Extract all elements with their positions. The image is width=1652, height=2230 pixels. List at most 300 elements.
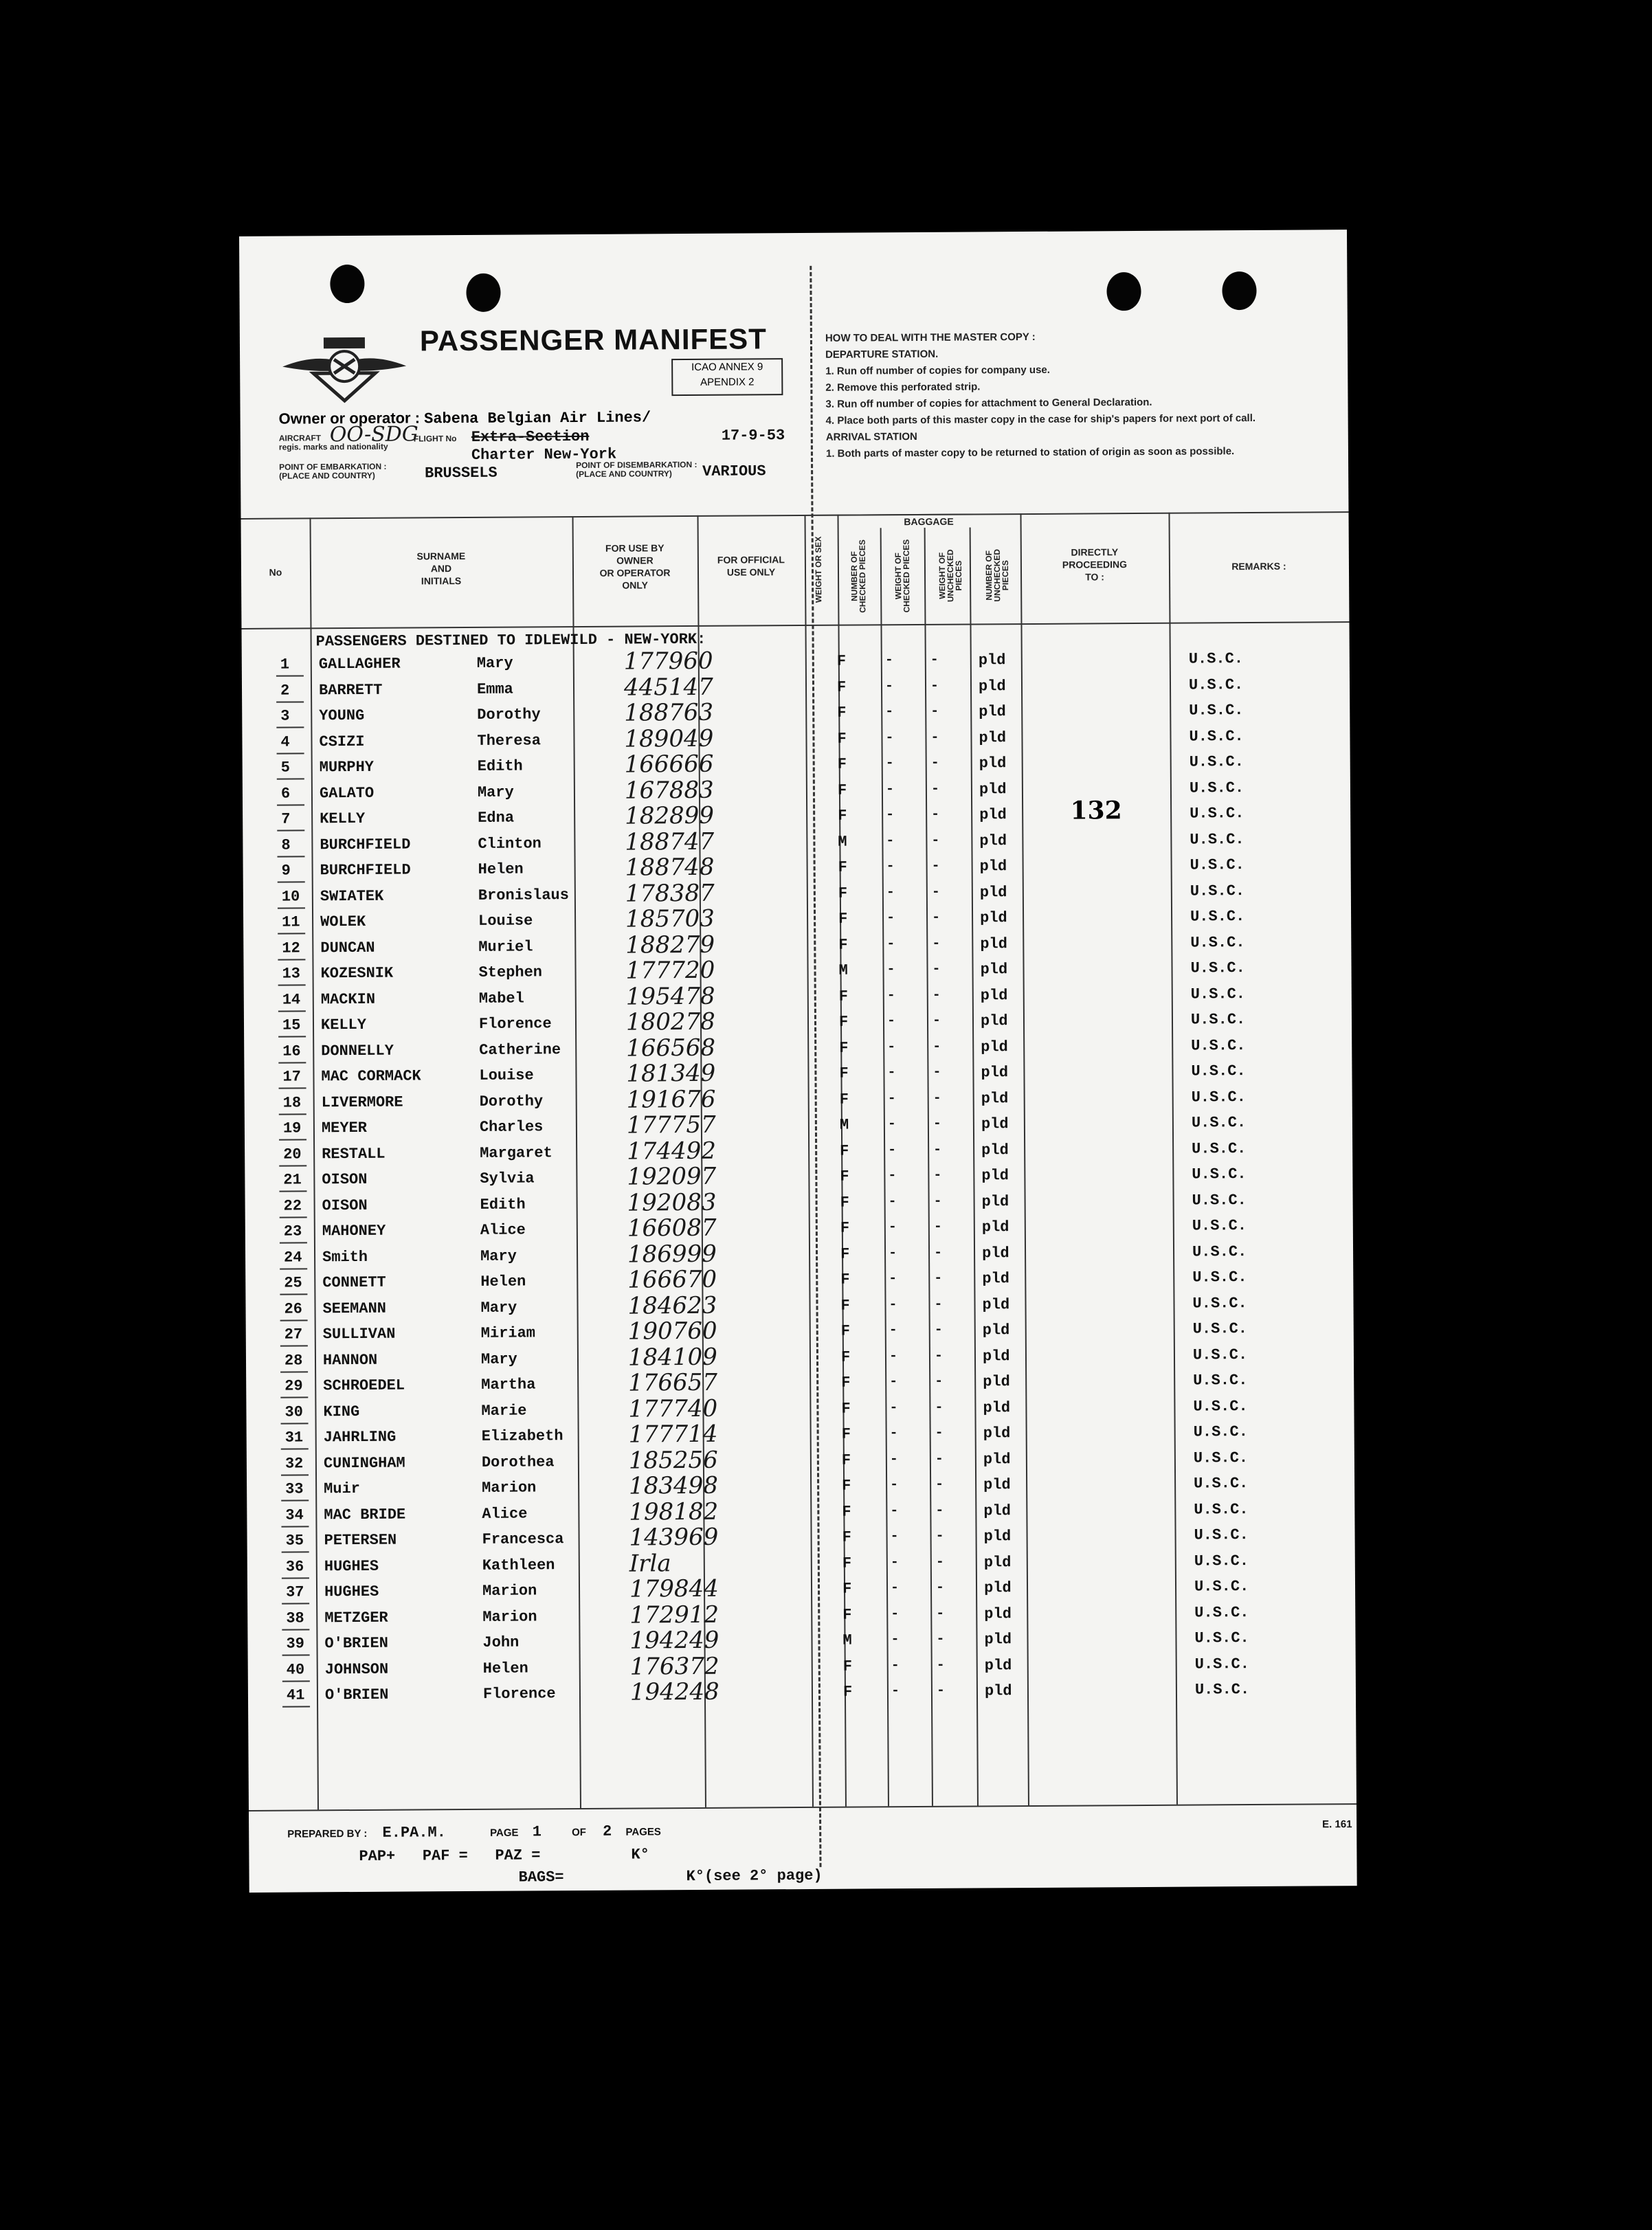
checked-weight-dash: - xyxy=(934,1348,944,1364)
col-weight-checked: WEIGHT OF CHECKED PIECES xyxy=(893,539,912,613)
passenger-given-name: Mary xyxy=(480,1299,517,1317)
baggage-status: pld xyxy=(981,1218,1009,1236)
passenger-sex: F xyxy=(837,730,847,748)
baggage-status: pld xyxy=(979,780,1007,798)
handwritten-number: 184623 xyxy=(627,1291,717,1320)
baggage-status: pld xyxy=(981,1141,1009,1159)
passenger-sex: F xyxy=(841,1451,851,1469)
passenger-remarks: U.S.C. xyxy=(1192,1139,1247,1158)
row-number: 19 xyxy=(282,1119,302,1137)
bags-label: BAGS= xyxy=(518,1869,564,1886)
baggage-status: pld xyxy=(979,728,1007,746)
tally-line: PAP+ PAF = PAZ = K° xyxy=(359,1846,649,1865)
row-number-underline xyxy=(282,1577,309,1579)
icao-box: ICAO ANNEX 9 APENDIX 2 xyxy=(671,358,783,396)
passenger-given-name: Elizabeth xyxy=(481,1427,563,1445)
row-number: 12 xyxy=(282,939,300,957)
prepared-by-line: PREPARED BY : E.PA.M. PAGE 1 OF 2 PAGES xyxy=(287,1822,661,1842)
passenger-given-name: Francesca xyxy=(482,1530,564,1548)
checked-pieces-dash: - xyxy=(891,1605,900,1622)
passenger-given-name: Florence xyxy=(478,1015,552,1033)
checked-pieces-dash: - xyxy=(886,1013,896,1029)
passenger-given-name: Edith xyxy=(480,1195,526,1214)
checked-weight-dash: - xyxy=(931,884,940,900)
row-number: 40 xyxy=(286,1660,305,1679)
row-number: 4 xyxy=(280,733,290,751)
passenger-surname: O'BRIEN xyxy=(324,1634,389,1653)
punch-hole xyxy=(1222,271,1256,310)
checked-weight-dash: - xyxy=(936,1605,945,1622)
checked-pieces-dash: - xyxy=(889,1348,898,1364)
row-number-underline xyxy=(281,1474,309,1475)
row-number: 34 xyxy=(285,1506,304,1524)
passenger-sex: F xyxy=(840,1245,850,1263)
passenger-given-name: Marion xyxy=(482,1479,537,1497)
passenger-given-name: Mary xyxy=(477,783,514,801)
baggage-status: pld xyxy=(979,883,1007,901)
passenger-sex: F xyxy=(837,781,847,799)
handwritten-number: 185256 xyxy=(628,1446,718,1475)
passenger-sex: F xyxy=(836,678,847,696)
passenger-remarks: U.S.C. xyxy=(1194,1629,1249,1647)
row-number: 25 xyxy=(284,1274,302,1292)
baggage-status: pld xyxy=(983,1579,1012,1597)
handwritten-number: 177714 xyxy=(628,1420,718,1449)
passenger-surname: MAC BRIDE xyxy=(324,1506,406,1524)
checked-weight-dash: - xyxy=(931,806,940,823)
baggage-status: pld xyxy=(984,1605,1012,1623)
passenger-remarks: U.S.C. xyxy=(1189,702,1244,720)
baggage-status: pld xyxy=(980,961,1008,979)
handwritten-number: 194249 xyxy=(629,1626,719,1655)
passenger-given-name: Kathleen xyxy=(482,1556,555,1574)
baggage-status: pld xyxy=(982,1322,1010,1339)
passenger-sex: F xyxy=(838,807,847,825)
passenger-remarks: U.S.C. xyxy=(1194,1681,1250,1699)
passenger-given-name: Mary xyxy=(480,1350,517,1368)
passenger-given-name: Alice xyxy=(482,1504,528,1523)
passenger-surname: OISON xyxy=(322,1196,368,1214)
row-number: 15 xyxy=(282,1016,301,1034)
form-title: PASSENGER MANIFEST xyxy=(419,322,768,357)
passenger-remarks: U.S.C. xyxy=(1194,1552,1249,1570)
passenger-sex: F xyxy=(841,1400,851,1418)
baggage-status: pld xyxy=(979,806,1007,824)
handwritten-number: 179844 xyxy=(629,1574,719,1603)
passenger-sex: F xyxy=(842,1658,853,1675)
passenger-surname: DUNCAN xyxy=(320,939,375,957)
passenger-given-name: Edna xyxy=(478,809,515,827)
row-number-underline xyxy=(280,1293,307,1295)
checked-pieces-dash: - xyxy=(886,987,895,1003)
passenger-sex: F xyxy=(840,1271,850,1289)
row-number-underline xyxy=(282,1629,309,1630)
checked-weight-dash: - xyxy=(930,678,939,694)
handwritten-number: 177740 xyxy=(628,1394,718,1423)
passenger-given-name: Stephen xyxy=(478,963,543,981)
checked-weight-dash: - xyxy=(935,1579,945,1596)
checked-weight-dash: - xyxy=(930,755,939,771)
passenger-remarks: U.S.C. xyxy=(1190,985,1246,1003)
row-number: 14 xyxy=(282,990,301,1009)
passenger-given-name: Marion xyxy=(482,1582,537,1600)
passenger-surname: MEYER xyxy=(321,1119,368,1137)
checked-weight-dash: - xyxy=(933,1090,941,1106)
passenger-surname: GALLAGHER xyxy=(318,655,401,673)
row-number: 31 xyxy=(284,1429,304,1447)
checked-weight-dash: - xyxy=(933,1141,942,1158)
col-official-use: FOR OFFICIAL USE ONLY xyxy=(717,554,785,578)
passenger-sex: F xyxy=(842,1528,851,1546)
passenger-remarks: U.S.C. xyxy=(1193,1397,1248,1416)
row-number: 24 xyxy=(284,1248,302,1267)
row-number: 13 xyxy=(282,965,301,983)
passenger-given-name: Margaret xyxy=(480,1144,552,1162)
checked-weight-dash: - xyxy=(930,729,939,746)
passenger-given-name: Mabel xyxy=(478,989,524,1007)
handwritten-number: 185703 xyxy=(625,904,715,933)
checked-weight-dash: - xyxy=(933,1038,941,1055)
passenger-surname: CONNETT xyxy=(322,1273,386,1292)
baggage-status: pld xyxy=(984,1631,1012,1649)
passenger-given-name: Martha xyxy=(481,1376,536,1394)
checked-pieces-dash: - xyxy=(889,1451,898,1467)
checked-pieces-dash: - xyxy=(886,935,895,952)
passenger-remarks: U.S.C. xyxy=(1191,1036,1246,1055)
passenger-surname: CSIZI xyxy=(319,733,365,750)
passenger-sex: F xyxy=(841,1425,851,1443)
passenger-given-name: Helen xyxy=(478,860,524,878)
punch-hole xyxy=(466,274,500,312)
passenger-remarks: U.S.C. xyxy=(1194,1500,1249,1519)
manifest-sheet xyxy=(239,230,1357,1893)
checked-weight-dash: - xyxy=(935,1502,944,1519)
embarkation-label: POINT OF EMBARKATION : (PLACE AND COUNTRY) xyxy=(279,461,387,481)
embarkation-value: BRUSSELS xyxy=(425,464,498,482)
row-number: 11 xyxy=(282,913,300,931)
row-number-underline xyxy=(278,959,305,960)
handwritten-number: 188747 xyxy=(625,827,715,856)
handwritten-number: 188763 xyxy=(624,698,714,727)
row-number: 23 xyxy=(283,1223,302,1240)
punch-hole xyxy=(1106,272,1141,311)
row-number-underline xyxy=(279,1139,306,1140)
passenger-remarks: U.S.C. xyxy=(1190,830,1244,849)
handwritten-number: 166670 xyxy=(627,1265,717,1294)
checked-pieces-dash: - xyxy=(890,1477,899,1493)
passenger-sex: F xyxy=(838,936,848,954)
checked-pieces-dash: - xyxy=(891,1657,900,1673)
passenger-sex: F xyxy=(836,652,847,670)
handwritten-number: 192097 xyxy=(627,1162,717,1191)
checked-weight-dash: - xyxy=(930,651,939,668)
row-number: 7 xyxy=(281,810,291,828)
passenger-surname: CUNINGHAM xyxy=(323,1454,405,1472)
passenger-remarks: U.S.C. xyxy=(1194,1603,1249,1622)
passenger-sex: F xyxy=(842,1683,853,1701)
handwritten-number: 192083 xyxy=(627,1188,717,1217)
checked-pieces-dash: - xyxy=(885,729,894,746)
passenger-remarks: U.S.C. xyxy=(1189,779,1244,797)
passenger-given-name: Mary xyxy=(480,1247,517,1265)
passenger-surname: BURCHFIELD xyxy=(320,835,411,854)
punch-hole xyxy=(330,265,364,303)
passenger-sex: M xyxy=(838,833,847,851)
passenger-remarks: U.S.C. xyxy=(1194,1655,1250,1673)
checked-pieces-dash: - xyxy=(887,1116,896,1133)
baggage-status: pld xyxy=(983,1425,1011,1442)
checked-pieces-dash: - xyxy=(888,1193,897,1209)
checked-weight-dash: - xyxy=(933,1064,941,1080)
row-number-underline xyxy=(280,1216,307,1218)
checked-pieces-dash: - xyxy=(884,652,893,669)
row-number-underline xyxy=(280,1345,308,1346)
handwritten-number: 166087 xyxy=(627,1214,717,1242)
row-number-underline xyxy=(278,1062,306,1063)
handwritten-number: 190760 xyxy=(627,1317,717,1346)
checked-weight-dash: - xyxy=(931,832,940,849)
row-number-underline xyxy=(280,1371,308,1372)
passenger-sex: F xyxy=(838,910,848,928)
row-number: 3 xyxy=(280,707,290,725)
passenger-given-name: Helen xyxy=(480,1273,526,1291)
checked-pieces-dash: - xyxy=(888,1168,897,1184)
col-weight-unchecked: WEIGHT OF UNCHECKED PIECES xyxy=(937,549,964,603)
passenger-remarks: U.S.C. xyxy=(1189,727,1244,746)
checked-weight-dash: - xyxy=(935,1476,944,1493)
row-number: 22 xyxy=(283,1196,302,1215)
checked-pieces-dash: - xyxy=(885,781,895,797)
passenger-remarks: U.S.C. xyxy=(1191,1088,1246,1106)
checked-weight-dash: - xyxy=(932,909,941,926)
baggage-status: pld xyxy=(979,755,1007,772)
passenger-given-name: Bronislaus xyxy=(478,886,569,904)
passenger-given-name: Mary xyxy=(476,654,513,672)
row-number: 38 xyxy=(286,1609,304,1627)
passenger-remarks: U.S.C. xyxy=(1191,1114,1247,1132)
owner-line: Owner or operator : Sabena Belgian Air Lines/ xyxy=(278,409,651,428)
passenger-sex: F xyxy=(840,1168,849,1185)
row-number: 5 xyxy=(280,759,291,777)
passenger-remarks: U.S.C. xyxy=(1192,1294,1247,1313)
row-number-underline xyxy=(276,701,304,702)
handwritten-number: 188748 xyxy=(625,853,715,882)
checked-weight-dash: - xyxy=(935,1399,944,1416)
row-number-underline xyxy=(279,1165,306,1166)
passenger-surname: KELLY xyxy=(320,810,366,828)
handwritten-number: 445147 xyxy=(623,673,713,702)
passenger-remarks: U.S.C. xyxy=(1192,1217,1247,1235)
checked-weight-dash: - xyxy=(931,858,940,874)
col-weight-sex: WEIGHT OR SEX xyxy=(813,536,824,603)
handwritten-number: 181349 xyxy=(626,1059,716,1088)
baggage-status: pld xyxy=(980,909,1007,927)
baggage-status: pld xyxy=(981,1244,1009,1262)
passenger-given-name: Helen xyxy=(482,1659,528,1677)
baggage-status: pld xyxy=(984,1682,1012,1700)
form-code: E. 161 xyxy=(1322,1818,1352,1831)
row-number: 26 xyxy=(284,1300,303,1318)
handwritten-number: 166568 xyxy=(626,1034,716,1062)
passenger-remarks: U.S.C. xyxy=(1194,1526,1249,1544)
checked-pieces-dash: - xyxy=(886,858,895,875)
passenger-remarks: U.S.C. xyxy=(1193,1372,1248,1390)
row-number: 17 xyxy=(282,1068,301,1086)
passenger-remarks: U.S.C. xyxy=(1190,959,1245,977)
passenger-surname: JOHNSON xyxy=(324,1660,389,1678)
handwritten-number: 180278 xyxy=(625,1007,715,1036)
manifest-table xyxy=(241,511,1357,1810)
row-number-underline xyxy=(280,1396,308,1398)
passenger-surname: MAHONEY xyxy=(322,1222,386,1240)
row-number-underline xyxy=(278,933,305,934)
row-number-underline xyxy=(278,1010,306,1012)
passenger-remarks: U.S.C. xyxy=(1194,1578,1249,1596)
checked-pieces-dash: - xyxy=(888,1245,897,1261)
row-number: 20 xyxy=(283,1145,302,1163)
disembarkation-label: POINT OF DISEMBARKATION : (PLACE AND COUNTRY) xyxy=(576,459,697,480)
baggage-status: pld xyxy=(983,1553,1012,1571)
passenger-sex: F xyxy=(840,1348,851,1366)
passenger-sex: M xyxy=(838,961,848,979)
passenger-sex: F xyxy=(840,1219,850,1237)
passenger-sex: F xyxy=(837,755,847,773)
passenger-remarks: U.S.C. xyxy=(1192,1269,1247,1286)
row-number-underline xyxy=(279,1113,306,1115)
checked-pieces-dash: - xyxy=(885,755,894,772)
baggage-status: pld xyxy=(983,1528,1012,1546)
passenger-remarks: U.S.C. xyxy=(1188,650,1244,668)
checked-pieces-dash: - xyxy=(890,1528,899,1545)
baggage-status: pld xyxy=(978,677,1006,695)
checked-weight-dash: - xyxy=(936,1682,946,1699)
passenger-surname: O'BRIEN xyxy=(324,1686,389,1704)
checked-pieces-dash: - xyxy=(889,1296,897,1313)
checked-weight-dash: - xyxy=(932,1012,941,1029)
baggage-status: pld xyxy=(979,703,1006,721)
row-number-underline xyxy=(282,1551,309,1552)
handwritten-number: 176657 xyxy=(628,1368,718,1397)
checked-weight-dash: - xyxy=(934,1270,943,1286)
baggage-status: pld xyxy=(983,1476,1011,1494)
checked-weight-dash: - xyxy=(933,1245,943,1261)
passenger-sex: F xyxy=(842,1580,852,1598)
baggage-status: pld xyxy=(981,1038,1008,1056)
passenger-remarks: U.S.C. xyxy=(1192,1346,1248,1364)
col-baggage: BAGGAGE xyxy=(904,515,954,528)
row-number-underline xyxy=(281,1499,309,1501)
passenger-remarks: U.S.C. xyxy=(1192,1166,1247,1183)
row-number-underline xyxy=(278,984,306,985)
passenger-sex: F xyxy=(842,1503,851,1521)
checked-pieces-dash: - xyxy=(886,832,895,849)
handwritten-number: 189049 xyxy=(624,724,714,753)
passenger-given-name: Marie xyxy=(481,1401,527,1420)
handwritten-number: 166666 xyxy=(624,750,714,779)
row-number: 10 xyxy=(281,887,300,906)
passenger-remarks: U.S.C. xyxy=(1191,1062,1246,1080)
passenger-surname: PETERSEN xyxy=(324,1531,397,1550)
row-number-underline xyxy=(280,1242,307,1243)
passenger-surname: HANNON xyxy=(322,1351,378,1369)
baggage-status: pld xyxy=(979,858,1007,876)
row-number-underline xyxy=(278,881,305,882)
baggage-status: pld xyxy=(981,1167,1009,1185)
passenger-sex: F xyxy=(842,1606,852,1624)
passenger-sex: F xyxy=(842,1477,851,1495)
master-copy-instructions: HOW TO DEAL WITH THE MASTER COPY : DEPARTURE STATION. 1. Run off number of copies for company use. 2. Remove this perforated strip. 3. Run off number of copies for attachment to General Declaration. 4. Place both parts of this master copy in the case for ship's papers for next port of call. ARRIVAL STATION 1. Both parts of master copy to be returned to station of origin as soon as possible. xyxy=(825,331,1256,460)
passenger-remarks: U.S.C. xyxy=(1188,676,1244,694)
checked-pieces-dash: - xyxy=(889,1322,897,1339)
row-number-underline xyxy=(278,856,305,857)
handwritten-number: 172912 xyxy=(629,1601,719,1629)
passenger-surname: MACKIN xyxy=(320,990,376,1008)
passenger-given-name: Dorothea xyxy=(481,1453,555,1471)
passenger-sex: F xyxy=(840,1297,850,1315)
baggage-status: pld xyxy=(983,1398,1011,1416)
passenger-remarks: U.S.C. xyxy=(1190,882,1245,900)
baggage-status: pld xyxy=(984,1656,1012,1674)
row-number: 28 xyxy=(284,1351,303,1370)
passenger-given-name: Florence xyxy=(482,1685,556,1703)
checked-pieces-dash: - xyxy=(891,1683,900,1699)
row-number: 1 xyxy=(280,656,290,673)
checked-pieces-dash: - xyxy=(889,1425,898,1442)
checked-pieces-dash: - xyxy=(886,807,895,823)
handwritten-number: 183498 xyxy=(628,1471,719,1500)
row-number: 33 xyxy=(285,1480,304,1498)
passenger-surname: WOLEK xyxy=(320,913,366,931)
passenger-surname: OISON xyxy=(322,1170,368,1189)
passenger-given-name: Clinton xyxy=(478,834,542,853)
baggage-status: pld xyxy=(982,1347,1010,1365)
passenger-surname: GALATO xyxy=(319,784,375,802)
row-number: 18 xyxy=(282,1093,302,1112)
passenger-remarks: U.S.C. xyxy=(1190,908,1245,926)
passenger-given-name: Muriel xyxy=(478,937,533,956)
handwritten-number: 184109 xyxy=(627,1343,717,1372)
row-number: 39 xyxy=(286,1635,304,1653)
row-number-underline xyxy=(280,1319,308,1321)
checked-weight-dash: - xyxy=(933,1167,942,1183)
checked-pieces-dash: - xyxy=(887,1038,896,1055)
col-directly: DIRECTLY PROCEEDING TO : xyxy=(1062,546,1128,583)
handwritten-number: 186999 xyxy=(627,1240,717,1269)
handwritten-number: 177757 xyxy=(626,1111,716,1139)
row-number: 9 xyxy=(281,862,291,880)
checked-pieces-dash: - xyxy=(889,1271,897,1287)
passenger-surname: SCHROEDEL xyxy=(323,1376,405,1395)
checked-pieces-dash: - xyxy=(891,1631,900,1648)
passenger-given-name: Louise xyxy=(479,1067,534,1084)
row-number-underline xyxy=(280,1268,307,1269)
passenger-given-name: Miriam xyxy=(480,1324,536,1342)
passenger-sex: F xyxy=(840,1142,849,1160)
passenger-remarks: U.S.C. xyxy=(1192,1242,1247,1261)
passenger-surname: KOZESNIK xyxy=(320,964,394,983)
aircraft-label: AIRCRAFT regis. marks and nationality xyxy=(278,433,388,452)
checked-pieces-dash: - xyxy=(889,1374,898,1390)
passenger-surname: Muir xyxy=(324,1480,361,1498)
checked-pieces-dash: - xyxy=(885,704,894,720)
row-number: 8 xyxy=(281,836,291,854)
passenger-sex: F xyxy=(842,1554,852,1572)
checked-pieces-dash: - xyxy=(887,1064,896,1081)
passenger-surname: SULLIVAN xyxy=(322,1325,396,1343)
row-number-underline xyxy=(276,726,304,728)
passenger-surname: LIVERMORE xyxy=(321,1093,403,1111)
checked-pieces-dash: - xyxy=(890,1554,899,1570)
